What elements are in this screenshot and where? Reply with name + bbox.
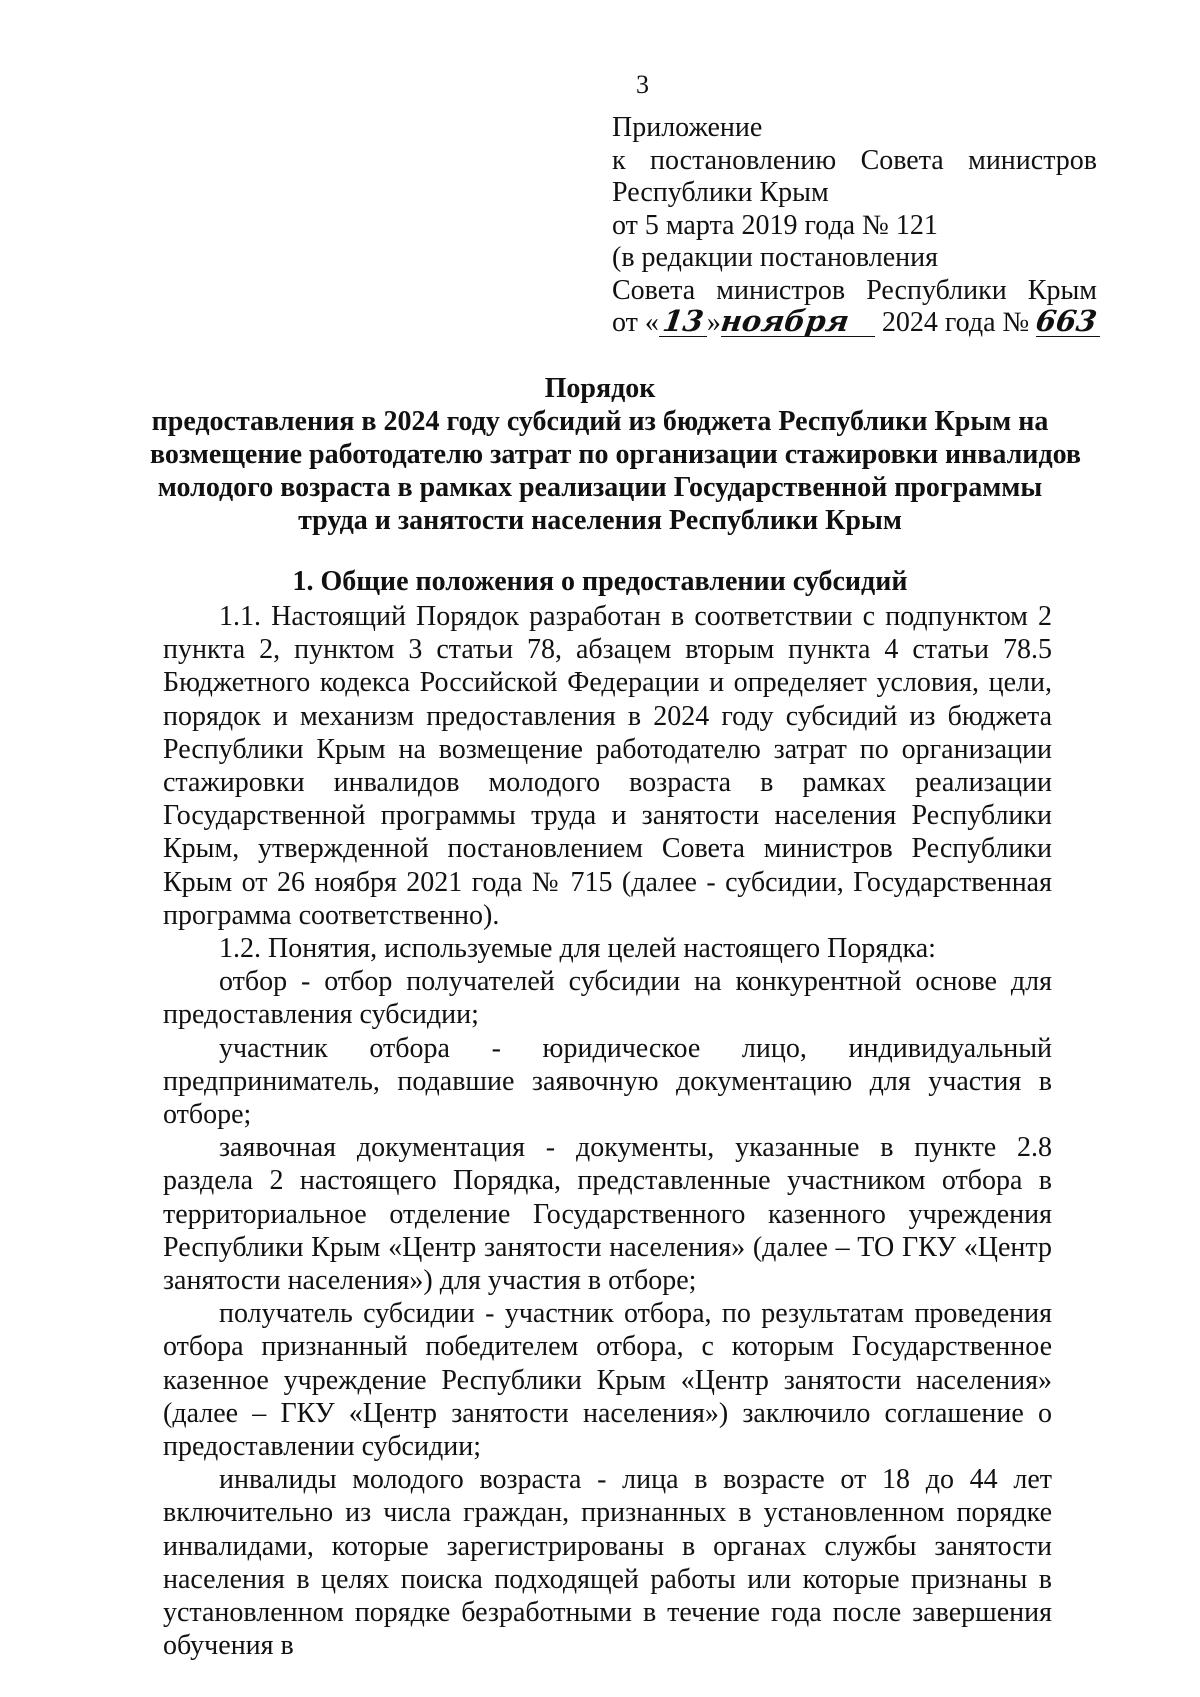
appendix-line: Совета министров Республики Крым [612,274,1097,306]
appendix-line: к постановлению Совета министров [612,144,1097,176]
paragraph: получатель субсидии - участник отбора, по результатам проведения отбора признанный победителем отбора, с которым Государственное казенное учреждение Республики Крым «Центр занятости населения» (далее – ГКУ «Центр занятости населения») заключило соглашение о предоставлении субсидии; [163,1298,1052,1463]
appendix-line: от 5 марта 2019 года № 121 [612,209,938,241]
title-line: труда и занятости населения Республики Крым [298,505,902,536]
revision-year: 2024 года № [874,307,1037,338]
paragraph: заявочная документация - документы, указанные в пункте 2.8 раздела 2 настоящего Порядка, представленные участником отбора в территориальное отделение Государственного казенного учреждения Республики Крым «Центр занятости населения» (далее – ТО ГКУ «Центр занятости населения») для участия в отборе; [163,1132,1052,1297]
paragraph: 1.2. Понятия, используемые для целей настоящего Порядка: [219,933,936,965]
title-line: возмещение работодателю затрат по организации стажировки инвалидов [150,439,1082,470]
handwritten-month: ноября [718,304,852,338]
handwritten-month-field [718,304,875,338]
title-line: предоставления в 2024 году субсидий из бюджета Республики Крым на [151,406,1049,437]
revision-date-line [612,304,1100,340]
paragraph: участник отбора - юридическое лицо, индивидуальный предприниматель, подавшие заявочную документацию для участия в отборе; [163,1032,1052,1131]
page-number: 3 [636,70,649,99]
paragraph: инвалиды молодого возраста - лица в возрасте от 18 до 44 лет включительно из числа граждан, признанных в установленном порядке инвалидами, которые зарегистрированы в органах службы занятости населения в целях поиска подходящей работы или которые признаны в установленном порядке безработными в течение года после завершения обучения в [163,1464,1052,1662]
handwritten-number-field [1033,304,1100,338]
paragraph: отбор - отбор получателей субсидии на конкурентной основе для предоставления субсидии; [163,966,1052,1031]
paragraph: 1.1. Настоящий Порядок разработан в соответствии с подпунктом 2 пункта 2, пунктом 3 статьи 78, абзацем вторым пункта 4 статьи 78.5 Бюджетного кодекса Российской Федерации и определяет условия, цели, порядок и механизм предоставления в 2024 году субсидий из бюджета Республики Крым на возмещение работодателю затрат по организации стажировки инвалидов молодого возраста в рамках реализации Государственной программы труда и занятости населения Республики Крым, утвержденной постановлением Совета министров Республики Крым от 26 ноября 2021 года № 715 (далее - субсидии, Государственная программа соответственно). [163,601,1052,931]
title-line: молодого возраста в рамках реализации Государственной программы [157,472,1043,503]
handwritten-number: 663 [1033,304,1100,338]
handwritten-day: 13 [660,304,706,338]
appendix-line: Республики Крым [612,177,829,208]
appendix-line: Приложение [612,112,763,143]
title-line: Порядок [544,373,656,404]
document-body [163,600,1052,1663]
appendix-block [612,112,1100,340]
section-heading: 1. Общие положения о предоставлении субсидий [292,566,908,597]
document-title [150,372,1082,537]
revision-date-prefix: от « [612,307,659,338]
handwritten-day-field [659,304,707,338]
revision-date-quote: » [706,307,721,338]
appendix-line: (в редакции постановления [612,242,939,273]
